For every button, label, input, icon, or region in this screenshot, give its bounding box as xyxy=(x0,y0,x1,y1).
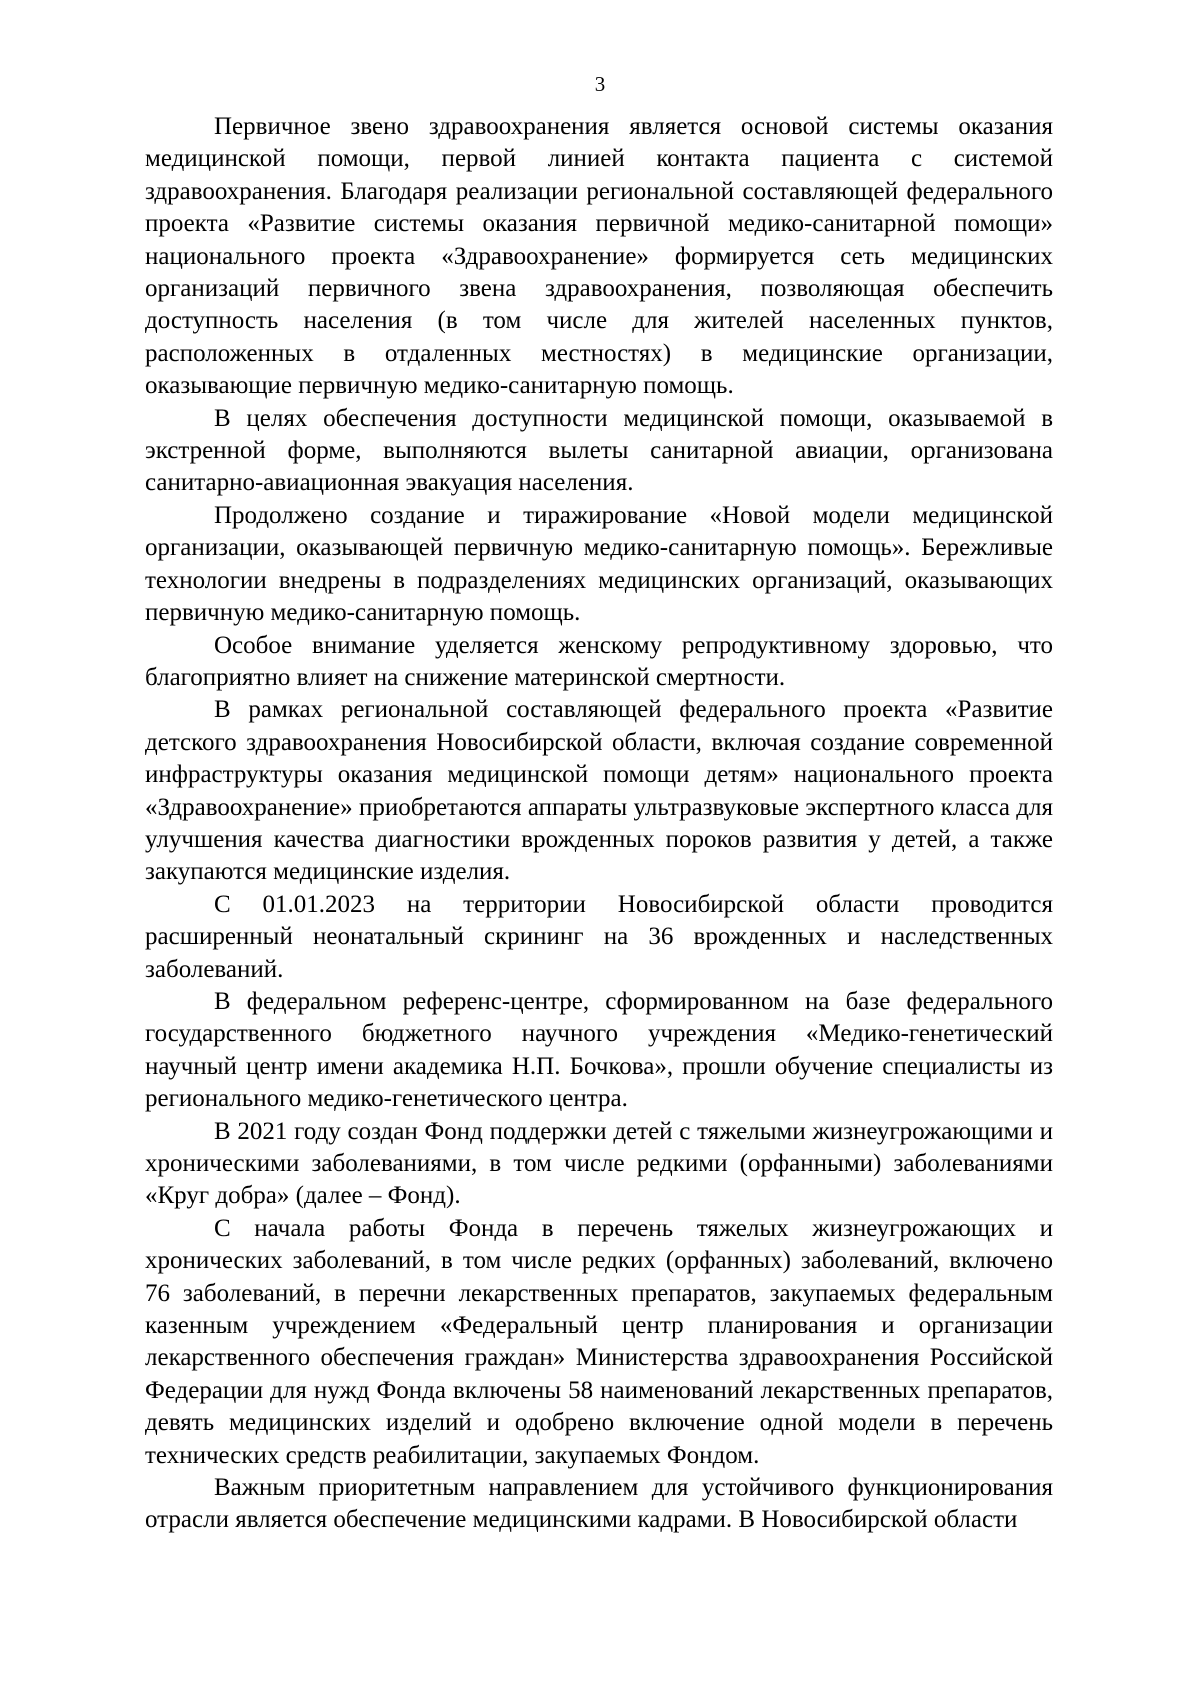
paragraph-primary-care: Первичное звено здравоохранения является основой системы оказания медицинской помощи, первой линией контакта пациента с системой здравоохранения. Благодаря реализации региональной составляющей федерального проекта «Развитие системы оказания первичной медико-санитарной помощи» национального проекта «Здравоохранение» формируется сеть медицинских организаций первичного звена здравоохранения, позволяющая обеспечить доступность населения (в том числе для жителей населенных пунктов, расположенных в отдаленных местностях) в медицинские организации, оказывающие первичную медико-санитарную помощь. xyxy=(145,113,1053,400)
paragraph-medical-staff: Важным приоритетным направлением для устойчивого функционирования отрасли является обеспечение медицинскими кадрами. В Новосибирской области xyxy=(145,1474,1053,1534)
paragraph-fund-results: С начала работы Фонда в перечень тяжелых жизнеугрожающих и хронических заболеваний, в том числе редких (орфанных) заболеваний, включено 76 заболеваний, в перечни лекарственных препаратов, закупаемых федеральным казенным учреждением «Федеральный центр планирования и организации лекарственного обеспечения граждан» Министерства здравоохранения Российской Федерации для нужд Фонда включены 58 наименований лекарственных препаратов, девять медицинских изделий и одобрено включение одной модели в перечень технических средств реабилитации, закупаемых Фондом. xyxy=(145,1214,1053,1469)
paragraph-reference-center: В федеральном референс-центре, сформированном на базе федерального государственного бюджетного научного учреждения «Медико-генетический научный центр имени академика Н.П. Бочкова», прошли обучение специалисты из регионального медико-генетического центра. xyxy=(145,987,1053,1113)
paragraph-neonatal-screening: С 01.01.2023 на территории Новосибирской области проводится расширенный неонатальный скрининг на 36 врожденных и наследственных заболеваний. xyxy=(145,890,1053,983)
paragraph-reproductive-health: Особое внимание уделяется женскому репродуктивному здоровью, что благоприятно влияет на снижение материнской смертности. xyxy=(145,631,1053,691)
document-body xyxy=(145,111,1053,1537)
paragraph-new-model: Продолжено создание и тиражирование «Новой модели медицинской организации, оказывающей первичную медико-санитарную помощь». Бережливые технологии внедрены в подразделениях медицинских организаций, оказывающих первичную медико-санитарную помощь. xyxy=(145,501,1053,627)
page-number: 3 xyxy=(594,72,606,96)
paragraph-child-healthcare: В рамках региональной составляющей федерального проекта «Развитие детского здравоохранения Новосибирской области, включая создание современной инфраструктуры оказания медицинской помощи детям» национального проекта «Здравоохранение» приобретаются аппараты ультразвуковые экспертного класса для улучшения качества диагностики врожденных пороков развития у детей, а также закупаются медицинские изделия. xyxy=(145,696,1053,886)
paragraph-fund-creation: В 2021 году создан Фонд поддержки детей с тяжелыми жизнеугрожающими и хроническими заболеваниями, в том числе редкими (орфанными) заболеваниями «Круг добра» (далее – Фонд). xyxy=(145,1117,1053,1210)
paragraph-air-ambulance: В целях обеспечения доступности медицинской помощи, оказываемой в экстренной форме, выполняются вылеты санитарной авиации, организована санитарно-авиационная эвакуация населения. xyxy=(145,404,1053,497)
